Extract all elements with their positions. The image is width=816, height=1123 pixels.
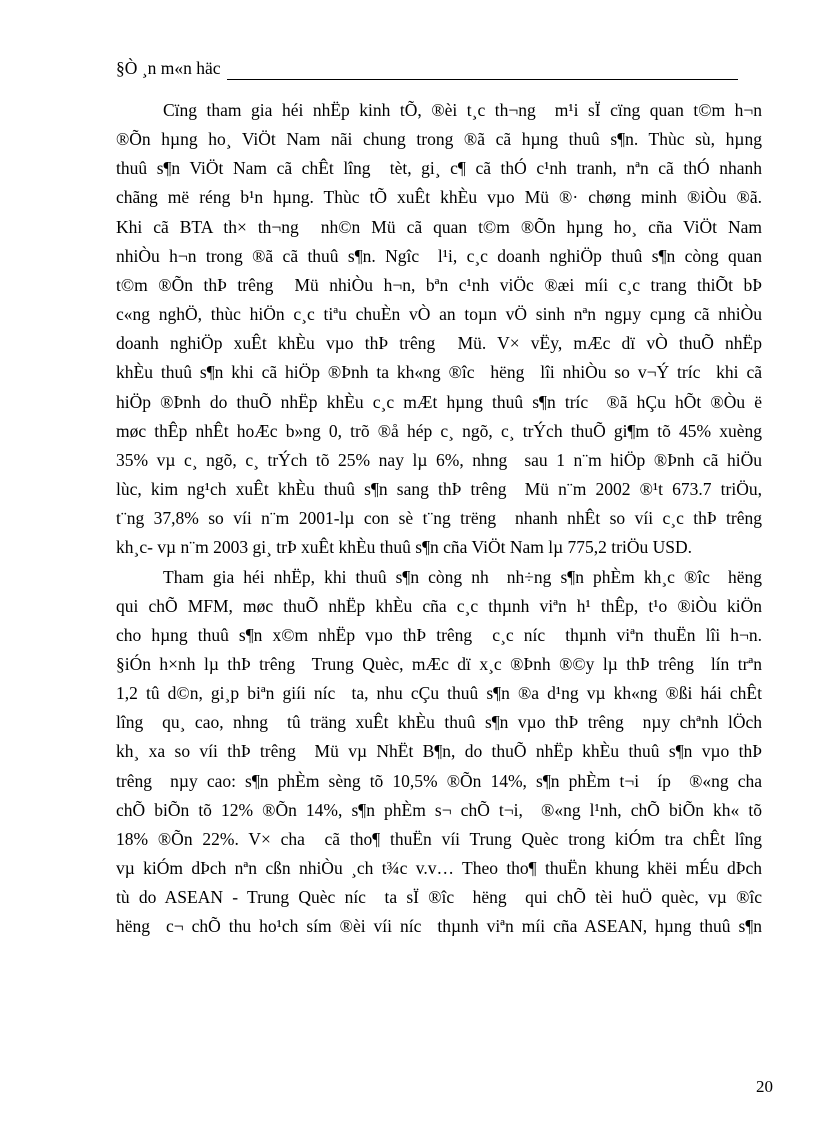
- page-header: [116, 56, 738, 80]
- text-line: lîng qu¸ cao, nhng tû träng xuÊt khÈu thuû s¶n vµo thÞ trêng nµy chªnh lÖch: [116, 712, 762, 733]
- text-line: chÕ biÕn tõ 12% ®Õn 14%, s¶n phÈm s¬ chÕ t¬i, ®«ng l¹nh, chÕ biÕn kh« tõ: [116, 799, 762, 820]
- text-line: ®Õn hµng ho¸ ViÖt Nam nãi chung trong ®ã cã hµng thuû s¶n. Thùc sù, hµng: [116, 129, 762, 150]
- text-line: kh¸c- vµ n¨m 2003 gi¸ trÞ xuÊt khÈu thuû s¶n cña ViÖt Nam lµ 775,2 triÖu USD.: [116, 537, 692, 558]
- text-line: tù do ASEAN - Trung Quèc níc ta sÏ ®îc hëng qui chÕ tèi huÖ quèc, vµ ®îc: [116, 887, 762, 908]
- text-line: khÈu thuû s¶n khi cã hiÖp ®Þnh ta kh«ng ®îc hëng lîi nhiÒu so v¬Ý tríc khi cã: [116, 362, 762, 383]
- text-line: vµ kiÓm dÞch nªn cßn nhiÒu ¸ch t¾c v.v… Theo tho¶ thuËn khung khëi mÉu dÞch: [116, 858, 762, 879]
- body-text: [116, 96, 762, 942]
- text-line: lùc, kim ng¹ch xuÊt khÈu thuû s¶n sang thÞ trêng Mü n¨m 2002 ®¹t 673.7 triÖu,: [116, 479, 762, 500]
- page-number: 20: [756, 1077, 773, 1096]
- text-line: t¨ng 37,8% so víi n¨m 2001-lµ con sè t¨ng trëng nhanh nhÊt so víi c¸c thÞ trêng: [116, 508, 762, 529]
- text-line: hëng c¬ chÕ thu ho¹ch sím ®èi víi níc thµnh viªn míi cña ASEAN, hµng thuû s¶n: [116, 916, 762, 937]
- text-line: møc thÊp nhÊt hoÆc b»ng 0, trõ ®å hép c¸ ngõ, c¸ trÝch thuÕ gi¶m tõ 45% xuèng: [116, 420, 762, 441]
- text-line: doanh nghiÖp xuÊt khÈu vµo thÞ trêng Mü. V× vËy, mÆc dï vÒ thuÕ nhËp: [116, 333, 762, 354]
- paragraph-2: [116, 563, 762, 942]
- text-line: cho hµng thuû s¶n x©m nhËp vµo thÞ trêng c¸c níc thµnh viªn thuËn lîi h¬n.: [116, 624, 762, 645]
- text-line: t©m ®Õn thÞ trêng Mü nhiÒu h¬n, bªn c¹nh viÖc ®æi míi c¸c trang thiÕt bÞ: [116, 274, 762, 295]
- text-line: 1,2 tû d©n, gi¸p biªn giíi níc ta, nhu cÇu thuû s¶n ®a d¹ng vµ kh«ng ®ßi hái chÊt: [116, 683, 762, 704]
- paragraph-1: [116, 96, 762, 563]
- text-line: qui chÕ MFM, møc thuÕ nhËp khÈu cña c¸c thµnh viªn h¹ thÊp, t¹o ®iÒu kiÖn: [116, 595, 762, 616]
- header-rule: [227, 63, 739, 80]
- header-title: §Ò ¸n m«n häc: [116, 58, 221, 78]
- text-line: chãng më réng b¹n hµng. Thùc tÕ xuÊt khÈu vµo Mü ®· chøng minh ®iÒu ®ã.: [116, 187, 762, 208]
- text-line: 35% vµ c¸ ngõ, c¸ trÝch tõ 25% nay lµ 6%, nhng sau 1 n¨m hiÖp ®Þnh cã hiÖu: [116, 449, 762, 470]
- text-line: kh¸ xa so víi thÞ trêng Mü vµ NhËt B¶n, do thuÕ nhËp khÈu thuû s¶n vµo thÞ: [116, 741, 762, 762]
- text-line: Cïng tham gia héi nhËp kinh tÕ, ®èi t¸c th¬ng m¹i sÏ cïng quan t©m h¬n: [163, 100, 762, 120]
- text-line: nhiÒu h¬n trong ®ã cã thuû s¶n. Ngîc l¹i, c¸c doanh nghiÖp thuû s¶n còng quan: [116, 245, 762, 266]
- text-line: hiÖp ®Þnh do thuÕ nhËp khÈu c¸c mÆt hµng thuû s¶n tríc ®ã hÇu hÕt ®Òu ë: [116, 391, 762, 412]
- text-line: thuû s¶n ViÖt Nam cã chÊt lîng tèt, gi¸ c¶ cã thÓ c¹nh tranh, nªn cã thÓ nhanh: [116, 158, 762, 179]
- text-line: 18% ®Õn 22%. V× cha cã tho¶ thuËn víi Trung Quèc trong kiÓm tra chÊt lîng: [116, 828, 762, 849]
- text-line: c«ng nghÖ, thùc hiÖn c¸c tiªu chuÈn vÒ an toµn vÖ sinh nªn ngµy cµng cã nhiÒu: [116, 304, 762, 325]
- text-line: trêng nµy cao: s¶n phÈm sèng tõ 10,5% ®Õn 14%, s¶n phÈm t¬i íp ®«ng cha: [116, 770, 762, 791]
- text-line: Tham gia héi nhËp, khi thuû s¶n còng nh nh÷ng s¶n phÈm kh¸c ®îc hëng: [163, 566, 762, 587]
- text-line: Khi cã BTA th× th¬ng nh©n Mü cã quan t©m ®Õn hµng ho¸ cña ViÖt Nam: [116, 216, 762, 237]
- text-line: §iÓn h×nh lµ thÞ trêng Trung Quèc, mÆc dï x¸c ®Þnh ®©y lµ thÞ trêng lín trªn: [116, 653, 762, 674]
